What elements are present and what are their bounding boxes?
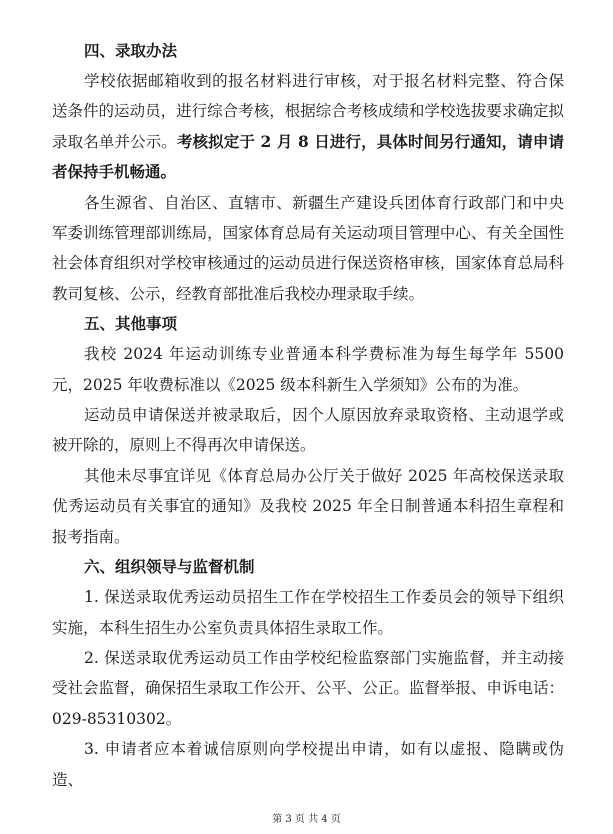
section-heading-admission-method: 四、录取办法: [84, 42, 178, 60]
section-heading-other-matters: 五、其他事项: [84, 315, 178, 334]
paragraph-bold-text: 考核拟定于 2 月 8 日进行，具体时间另行通知，请申请者保持手机畅通。: [52, 131, 564, 182]
section-heading-supervision: 六、组织领导与监督机制: [84, 558, 255, 577]
page-content: [52, 36, 564, 795]
paragraph-tuition: 我校 2024 年运动训练专业普通本科学费标准为每生每学年 5500 元，2025 年收费标准以《2025 级本科新生入学须知》公布的为准。: [52, 345, 564, 394]
paragraph-text: 学校依据邮箱收到的报名材料进行审核，对于报名材料完整、符合保送条件的运动员，进行综合考核，根据综合考核成绩和学校选拔要求确定拟录取名单并公示。: [52, 72, 564, 151]
paragraph-other-references: 其他未尽事宜详见《体育总局办公厅关于做好 2025 年高校保送录取优秀运动员有关事宜的通知》及我校 2025 年全日制普通本科招生章程和报考指南。: [52, 466, 564, 546]
paragraph-withdrawal: 运动员申请保送并被录取后，因个人原因放弃录取资格、主动退学或被开除的，原则上不得再次申请保送。: [52, 406, 564, 455]
paragraph-admission-review: [52, 66, 564, 188]
paragraph-qualification-review: 各生源省、自治区、直辖市、新疆生产建设兵团体育行政部门和中央军委训练管理部训练局，国家体育总局有关运动项目管理中心、有关全国性社会体育组织对学校审核通过的运动员进行保送资格审核，国家体育总局科教司复核、公示，经教育部批准后我校办理录取手续。: [52, 193, 564, 303]
paragraph-integrity: 3. 申请者应本着诚信原则向学校提出申请，如有以虚报、隐瞒或伪造、: [52, 740, 564, 789]
page-number-footer: 第 3 页 共 4 页: [272, 814, 341, 825]
paragraph-supervision-phone: 2. 保送录取优秀运动员工作由学校纪检监察部门实施监督，并主动接受社会监督，确保招生录取工作公开、公平、公正。监督举报、申诉电话：029-85310302。: [52, 648, 564, 728]
paragraph-organization: 1. 保送录取优秀运动员招生工作在学校招生工作委员会的领导下组织实施，本科生招生办公室负责具体招生录取工作。: [52, 588, 564, 637]
